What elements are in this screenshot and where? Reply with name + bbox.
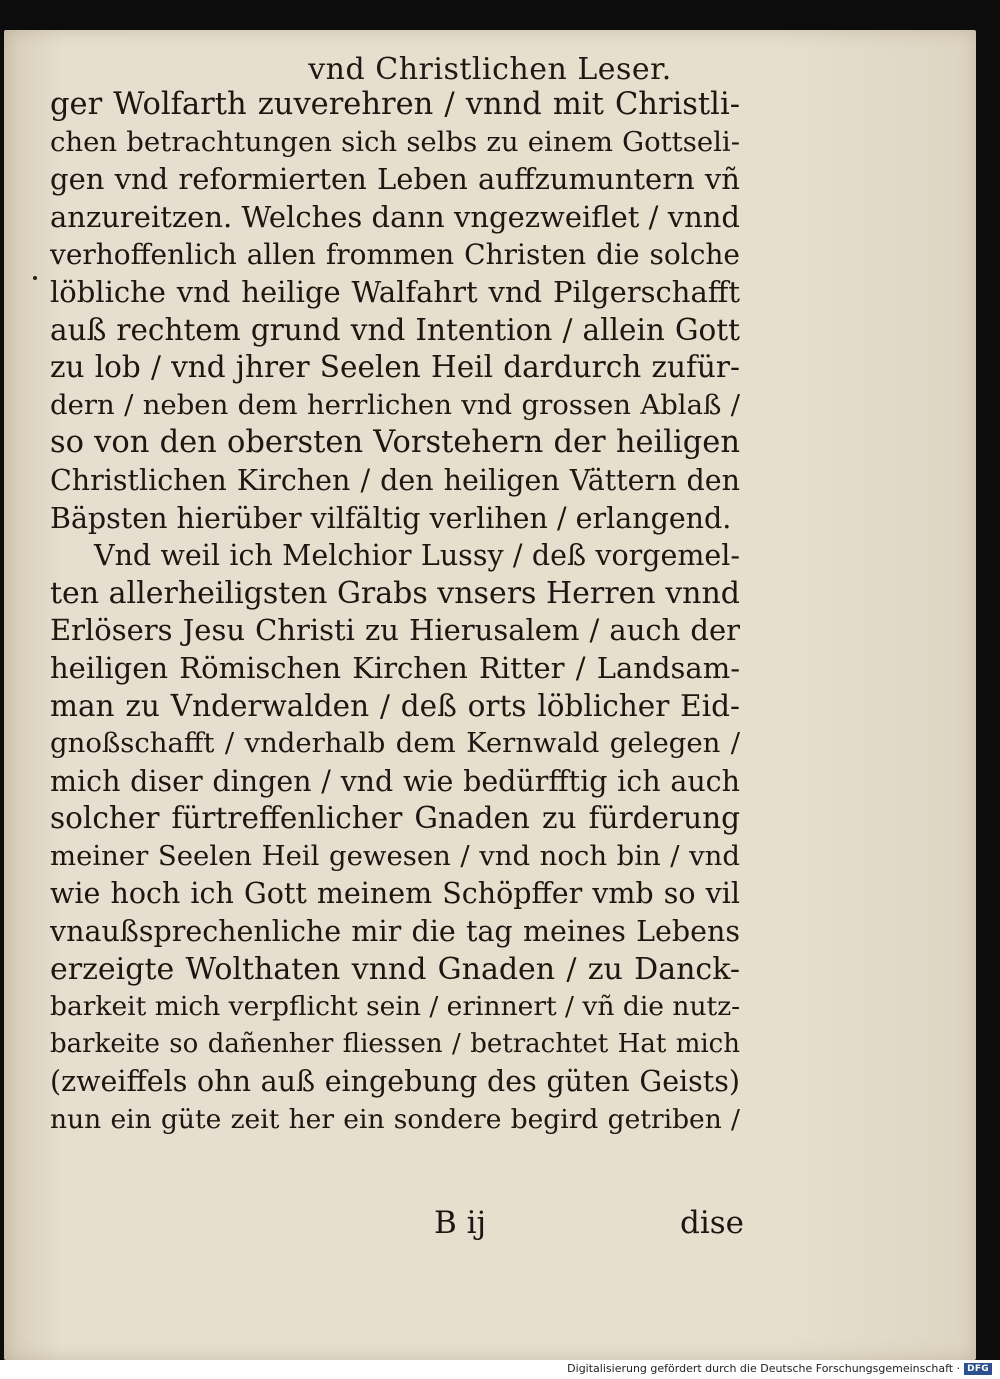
text-line: mich diser dingen / vnd wie bedürfftig ich auch: [50, 764, 740, 798]
text-line: gen vnd reformierten Leben auffzumuntern vñ: [50, 162, 740, 197]
text-line: zu lob / vnd jhrer Seelen Heil dardurch zufür-: [50, 350, 740, 385]
margin-mark: [33, 276, 37, 280]
credit-text: Digitalisierung gefördert durch die Deutsche Forschungsgemeinschaft ·: [567, 1362, 961, 1375]
text-line: Bäpsten hierüber vilfältig verlihen / erlangend.: [50, 501, 732, 535]
text-line: verhoffenlich allen frommen Christen die solche: [50, 238, 740, 272]
text-line: solcher fürtreffenlicher Gnaden zu fürderung: [50, 801, 740, 836]
text-line: (zweiffels ohn auß eingebung des güten Geists): [50, 1065, 740, 1099]
text-line: so von den obersten Vorstehern der heiligen: [50, 425, 740, 461]
text-line: vnaußsprechenliche mir die tag meines Lebens: [50, 915, 740, 949]
page-foot: [4, 1205, 976, 1249]
book-page: [4, 30, 976, 1360]
digitization-credit: [567, 1362, 992, 1375]
text-line: barkeit mich verpflicht sein / erinnert / vñ die nutz-: [50, 991, 741, 1023]
text-line: chen betrachtungen sich selbs zu einem Gottseli-: [50, 125, 740, 158]
text-line: auß rechtem grund vnd Intention / allein Gott: [50, 312, 740, 347]
body-text: [50, 86, 740, 1139]
text-line: nun ein güte zeit her ein sondere begird getriben /: [50, 1104, 740, 1136]
running-head: vnd Christlichen Leser.: [308, 52, 672, 87]
text-line: man zu Vnderwalden / deß orts löblicher Eid-: [50, 688, 740, 723]
text-line: dern / neben dem herrlichen vnd grossen Ablaß /: [50, 388, 740, 421]
text-line: ten allerheiligsten Grabs vnsers Herren vnnd: [50, 575, 740, 611]
text-line: gnoßschafft / vnderhalb dem Kernwald gelegen /: [50, 727, 740, 760]
text-line: ger Wolfarth zuverehren / vnnd mit Christli-: [50, 87, 740, 122]
dfg-logo-icon: DFG: [964, 1363, 992, 1375]
text-line: heiligen Römischen Kirchen Ritter / Landsam-: [50, 650, 740, 685]
signature-mark: B ij: [434, 1205, 487, 1241]
catchword: dise: [680, 1205, 745, 1241]
text-line: Vnd weil ich Melchior Lussy / deß vorgemel-: [94, 539, 740, 573]
text-line: anzureitzen. Welches dann vngezweiflet / vnnd: [50, 199, 740, 234]
text-line: meiner Seelen Heil gewesen / vnd noch bin / vnd: [50, 839, 740, 872]
text-line: wie hoch ich Gott meinem Schöpffer vmb so vil: [50, 877, 740, 911]
text-line: barkeite so dañenher fliessen / betrachtet Hat mich: [50, 1028, 740, 1059]
text-line: erzeigte Wolthaten vnnd Gnaden / zu Danck-: [50, 951, 740, 987]
text-line: Erlösers Jesu Christi zu Hierusalem / auch der: [50, 613, 740, 648]
text-line: Christlichen Kirchen / den heiligen Vättern den: [50, 463, 740, 497]
text-line: löbliche vnd heilige Walfahrt vnd Pilgerschafft: [50, 274, 740, 309]
